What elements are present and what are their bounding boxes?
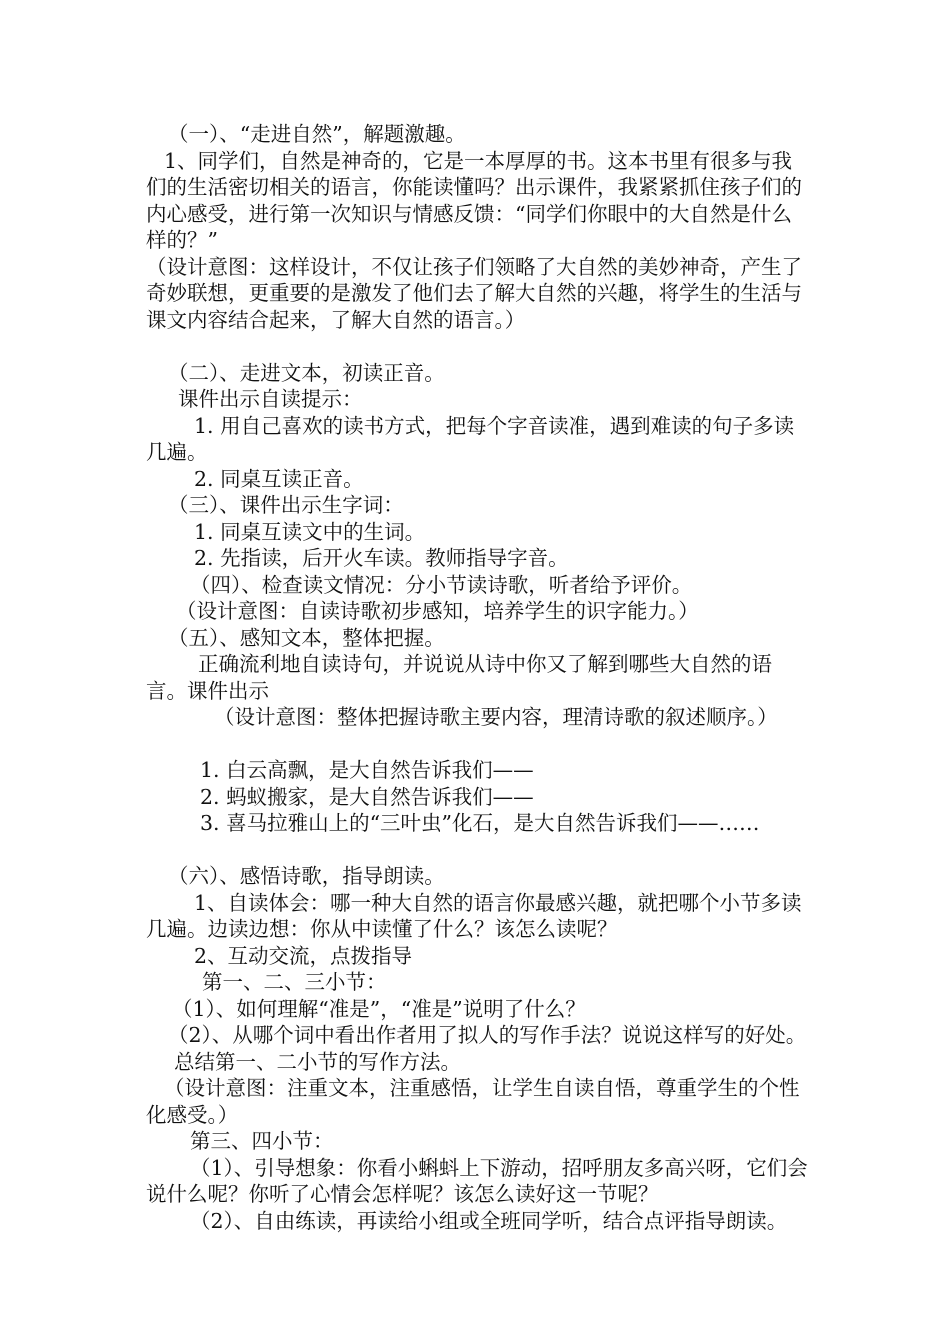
- blank-line: [146, 837, 812, 864]
- paragraph: 2、互动交流，点拨指导: [194, 943, 413, 968]
- paragraph: 3. 喜马拉雅山上的“三叶虫”化石，是大自然告诉我们——……: [200, 811, 760, 835]
- paragraph: （六）、感悟诗歌，指导朗读。: [168, 864, 445, 888]
- paragraph: （1）、如何理解“准是”，“准是”说明了什么？: [172, 996, 586, 1021]
- paragraph: （设计意图：这样设计，不仅让孩子们领略了大自然的美妙神奇，产生了奇妙联想，更重要的是激发了他们去了解大自然的兴趣，将学生的生活与课文内容结合起来，了解大自然的语言。）: [146, 254, 802, 332]
- blank-line: [146, 731, 812, 758]
- paragraph: （二）、走进文本，初读正音。: [168, 360, 445, 385]
- blank-line: [146, 333, 812, 360]
- paragraph: （2）、从哪个词中看出作者用了拟人的写作手法？说说这样写的好处。: [168, 1023, 807, 1047]
- paragraph: （设计意图：整体把握诗歌主要内容，理清诗歌的叙述顺序。）: [214, 705, 778, 729]
- paragraph: 1. 用自己喜欢的读书方式，把每个字音读准，遇到难读的句子多读几遍。: [146, 413, 795, 464]
- paragraph: （三）、课件出示生字词：: [168, 493, 404, 517]
- paragraph: 第一、二、三小节：: [202, 970, 387, 994]
- paragraph: 2. 同桌互读正音。: [194, 466, 364, 491]
- paragraph: 1. 白云高飘，是大自然告诉我们——: [200, 758, 534, 782]
- paragraph: （一）、“走进自然”，解题激趣。: [168, 122, 466, 146]
- paragraph: 1. 同桌互读文中的生词。: [194, 519, 426, 544]
- paragraph: （1）、引导想象：你看小蝌蚪上下游动，招呼朋友多高兴呀，它们会说什么呢？你听了心情会怎样呢？该怎么读好这一节呢？: [146, 1155, 808, 1206]
- paragraph: 课件出示自读提示：: [178, 387, 363, 411]
- paragraph: （设计意图：注重文本，注重感悟，让学生自读自悟，尊重学生的个性化感受。）: [146, 1076, 800, 1127]
- paragraph: （五）、感知文本，整体把握。: [168, 625, 445, 650]
- paragraph: 总结第一、二小节的写作方法。: [174, 1049, 461, 1074]
- paragraph: 第三、四小节：: [190, 1129, 334, 1153]
- paragraph: （2）、自由练读，再读给小组或全班同学听，结合点评指导朗读。: [190, 1208, 788, 1233]
- paragraph: 2. 蚂蚁搬家，是大自然告诉我们——: [200, 784, 534, 809]
- paragraph: 2. 先指读，后开火车读。教师指导字音。: [194, 546, 569, 570]
- paragraph: 正确流利地自读诗句，并说说从诗中你又了解到哪些大自然的语言。课件出示: [146, 652, 772, 703]
- paragraph: （设计意图：自读诗歌初步感知，培养学生的识字能力。）: [176, 599, 699, 623]
- document-body: [146, 121, 812, 1234]
- paragraph: 1、自读体会：哪一种大自然的语言你最感兴趣，就把哪个小节多读几遍。边读边想：你从中读懂了什么？该怎么读呢？: [146, 890, 802, 941]
- paragraph: 1、同学们，自然是神奇的，它是一本厚厚的书。这本书里有很多与我们的生活密切相关的语言，你能读懂吗？出示课件，我紧紧抓住孩子们的内心感受，进行第一次知识与情感反馈：“同学们你眼中的大自然是什么样的？”: [146, 148, 802, 252]
- paragraph: （四）、检查读文情况：分小节读诗歌，听者给予评价。: [190, 572, 693, 597]
